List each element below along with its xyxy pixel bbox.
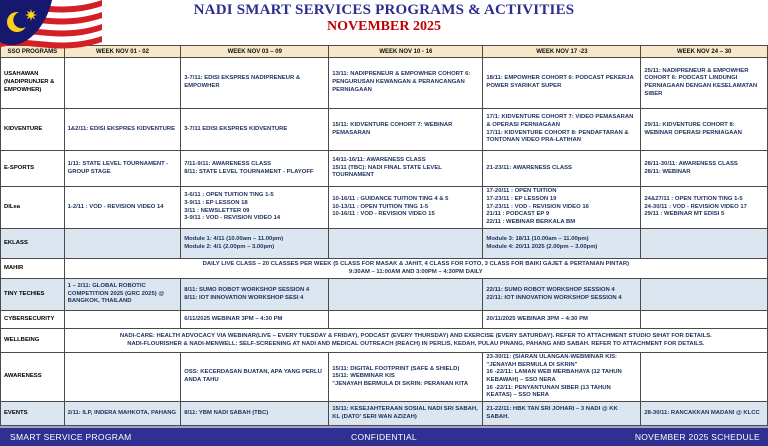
schedule-cell [181,311,329,329]
schedule-cell [483,353,641,402]
page-subtitle: NOVEMBER 2025 [327,19,441,35]
cell-line: 24-30/11 : VOD - REVISION VIDEO 17 [644,203,747,210]
table-row [1,151,768,187]
schedule-cell [64,151,181,187]
cell-line: 8/11: STATE LEVEL TOURNAMENT - PLAYOFF [184,168,314,175]
cell-line: 15/11 (TBC): NADI FINAL STATE LEVEL TOURNAMENT [332,164,442,179]
cell-line: OSS: KECERDASAN BUATAN, APA YANG PERLU ANDA TAHU [184,369,322,384]
cell-line: 21-23/11: AWARENESS CLASS [486,164,572,171]
malaysia-flag-icon [0,0,98,45]
schedule-cell [483,109,641,151]
schedule-cell [64,109,181,151]
program-label: DILea [1,187,65,229]
cell-line: 23-30/11: (SIARAN ULANGAN-WEBMINAR KIS: "JENAYAH BERMULA DI SKRIN" [486,354,617,368]
table-row [1,279,768,311]
schedule-cell [181,58,329,109]
cell-line: 3-7/11 EDISI EKSPRES KIDVENTURE [184,125,288,132]
cell-line: 3-6/11 : OPEN TUITION TING 1-5 [184,192,274,199]
schedule-cell [641,109,768,151]
table-row [1,329,768,353]
table-row [1,402,768,426]
cell-line: Module 4: 20/11 2025 (2.00pm – 3.00pm) [486,243,598,250]
cell-line: 15/11: KESEJAHTERAAN SOSIAL NADI SRI SABAH, KL (DATO' SERI WAN AZIZAH) [332,405,478,420]
program-label: E-SPORTS [1,151,65,187]
sso-programs-header: SSO PROGRAMS [1,46,65,58]
cell-line: 10-16/11 : VOD - REVISION VIDEO 15 [332,211,435,218]
schedule-cell [641,311,768,329]
schedule-cell [641,187,768,229]
schedule-cell [483,151,641,187]
cell-line: 21-22/11: HBK TAN SRI JOHARI – 3 NADI @ KK SABAH. [486,405,618,420]
schedule-cell [181,109,329,151]
cell-line: 14/11-16/11: AWARENESS CLASS [332,156,426,163]
cell-line: 17-23/11 : VOD - REVISION VIDEO 16 [486,203,589,210]
cell-line: 28-30/11: RANCAKKAN MADANI @ KLCC [644,409,760,416]
table-row [1,187,768,229]
schedule-cell [181,353,329,402]
week-header: WEEK NOV 03 – 09 [181,46,329,58]
schedule-cell [64,187,181,229]
schedule-cell [181,187,329,229]
table-row [1,311,768,329]
cell-line: 1&2/11: EDISI EKSPRES KIDVENTURE [67,125,176,132]
cell-line: 1-2/11 : VOD - REVISION VIDEO 14 [67,203,164,210]
schedule-cell [483,402,641,426]
program-label: MAHIR [1,259,65,279]
cell-line: 21/11 : PODCAST EP 9 [486,211,550,218]
cell-line: 17-23/11 : EP LESSON 19 [486,195,557,202]
schedule-cell [483,279,641,311]
cell-line: 22/11: SUMO ROBOT WORKSHOP SESSION 4 [486,286,615,293]
program-label: AWARENESS [1,353,65,402]
schedule-cell [181,279,329,311]
cell-line: 25/11: NADIPRENEUR & EMPOWHER COHORT 6: PODCAST LINDUNGI PERNIAGAAN DENGAN KESELAMATAN SIBER [644,67,758,97]
cell-line: DAILY LIVE CLASS – 20 CLASSES PER WEEK (5 CLASS FOR MASAK & JAHIT, 4 CLASS FOR FOTO, 3 CLASS FOR BAIKI GAJET & PERTANIAN PINTAR) [202,260,630,267]
schedule-cell [64,402,181,426]
cell-line: 17/11: KIDVENTURE COHORT 8: PENDAFTARAN & TONTONAN VIDEO PRA-LATIHAN [486,129,629,144]
cell-line: 7/11-9/11: AWARENESS CLASS [184,160,272,167]
cell-line: 3-7/11: EDISI EKSPRES NADIPRENEUR & EMPOWHER [184,75,301,89]
cell-line: 8/11: YBM NADI SABAH (TBC) [184,409,269,416]
cell-line: 28/11-30/11: AWARENESS CLASS [644,160,738,167]
cell-line: 1 – 2/11: GLOBAL ROBOTIC COMPETITION 2025 (GRC 2025) @ BANGKOK, THAILAND [67,282,165,305]
cell-line: 28/11: WEBINAR [644,168,691,175]
cell-line: 29/11 : WEBINAR MT EDISI 5 [644,211,725,218]
schedule-cell [181,229,329,259]
program-label: EVENTS [1,402,65,426]
program-label: EKLASS [1,229,65,259]
schedule-span-cell [64,259,767,279]
schedule-table [0,45,768,426]
schedule-cell [641,402,768,426]
schedule-cell [181,402,329,426]
schedule-cell [329,353,483,402]
schedule-cell [64,279,181,311]
week-header: WEEK NOV 24 – 30 [641,46,768,58]
schedule-cell [64,353,181,402]
cell-line: 10-16/11 : GUIDANCE TUITION TING 4 & 5 [332,195,449,202]
cell-line: 3-9/11 : VOD - REVISION VIDEO 14 [184,215,281,222]
footer-bar [0,426,768,446]
program-label: CYBERSECURITY [1,311,65,329]
program-label: KIDVENTURE [1,109,65,151]
table-row [1,58,768,109]
schedule-cell [64,229,181,259]
week-header: WEEK NOV 10 - 16 [329,46,483,58]
table-row [1,353,768,402]
week-header: WEEK NOV 01 - 02 [64,46,181,58]
schedule-cell [483,229,641,259]
week-header: WEEK NOV 17 -23 [483,46,641,58]
schedule-cell [329,279,483,311]
schedule-cell [329,58,483,109]
cell-line: 15/11: WEBMINAR KIS [332,373,395,380]
cell-line: 8/11: IOT INNOVATION WORKSHOP SESI 4 [184,294,304,301]
cell-line: 6/11/2025 WEBINAR 3PM – 4:30 PM [184,315,283,322]
table-row [1,229,768,259]
schedule-cell [483,311,641,329]
program-label: WELLBEING [1,329,65,353]
schedule-cell [641,229,768,259]
title-block [0,0,768,35]
cell-line: NADI-FLOURISHER & NADI-MENWELL: SELF-SCREENING AT NADI AND MEDICAL OUTREACH (REACH) IN PERLIS, KEDAH, PULAU PINANG, PAHANG AND SABAH. REFER TO ATTACHMENT FOR DETAILS. [127,340,705,347]
footer-center: CONFIDENTIAL [351,432,417,443]
schedule-cell [641,279,768,311]
cell-line: 2/11: ILP, INDERA MAHKOTA, PAHANG [67,409,177,416]
schedule-cell [64,311,181,329]
cell-line: 22/11 : WEBINAR BERKALA BM [486,219,576,225]
cell-line: 20/11/2025 WEBINAR 3PM – 4:30 PM [486,315,588,322]
cell-line: 9:30AM – 11:00AM AND 3:00PM – 4:30PM DAILY [348,268,483,275]
program-label: TINY TECHIES [1,279,65,311]
schedule-cell [329,151,483,187]
table-row [1,259,768,279]
cell-line: "JENAYAH BERMULA DI SKRIN: PERANAN KITA [332,380,469,387]
schedule-cell [329,311,483,329]
schedule-cell [483,187,641,229]
footer-right: NOVEMBER 2025 SCHEDULE [634,432,760,443]
cell-line: Module 1: 4/11 (10.00am – 11.00pm) [184,235,284,242]
cell-line: 15/11: KIDVENTURE COHORT 7: WEBINAR PEMASARAN [332,121,453,136]
schedule-cell [181,151,329,187]
cell-line: 17-20/11 : OPEN TUITION [486,188,557,195]
schedule-cell [641,151,768,187]
cell-line: Module 2: 4/1 (2.00pm – 3.00pm) [184,243,275,250]
cell-line: 22/11: IOT INNOVATION WORKSHOP SESSION 4 [486,294,622,301]
schedule-cell [329,402,483,426]
schedule-cell [329,229,483,259]
page-header [0,0,768,45]
cell-line: 24&27/11 : OPEN TUITION TING 1-5 [644,195,743,202]
cell-line: 17/1: KIDVENTURE COHORT 7: VIDEO PEMASARAN & OPERASI PERNIAGAAN [486,114,634,128]
schedule-cell [483,58,641,109]
cell-line: 3/11 : NEWSLETTER 09 [184,207,250,214]
schedule-cell [329,109,483,151]
cell-line: 10-13/11 : OPEN TUITION TING 1-5 [332,203,429,210]
schedule-span-cell [64,329,767,353]
schedule-cell [64,58,181,109]
table-row [1,109,768,151]
program-label: USAHAWAN (NADIPRUNJER & EMPOWHER) [1,58,65,109]
page-title: NADI SMART SERVICES PROGRAMS & ACTIVITIES [193,2,575,18]
cell-line: 1/11: STATE LEVEL TOURNAMENT - GROUP STAGE [67,160,169,175]
footer-left: SMART SERVICE PROGRAM [10,432,132,443]
cell-line: 13/11: NADIPRENEUR & EMPOWHER COHORT 6: PENGURUSAN KEWANGAN & PERANCANGAN PERNIAGAAN [332,71,471,93]
cell-line: 18/11: EMPOWHER COHORT 6: PODCAST PEKERJA POWER SYARIKAT SUPER [486,75,634,89]
cell-line: 16 -22/11: PENYANTUNAN SIBER (13 TAHUN KEATAS) – SSO NERA [486,384,611,399]
schedule-cell [641,58,768,109]
cell-line: Module 3: 18/11 (10.00am – 11.00pm) [486,235,589,242]
cell-line: NADI-CARE: HEALTH ADVOCACY VIA WEBINAR(LIVE – EVERY TUESDAY & FRIDAY), PODCAST (EVERY THURSDAY) AND EXERCISE (EVERY SATURDAY). REFER TO ATTACHMENT STUDIO SIHAT FOR DETAILS. [119,332,712,339]
schedule-cell [641,353,768,402]
table-header-row [1,46,768,58]
cell-line: 16 -22/11: LAMAN WEB MERBAHAYA (12 TAHUN KEBAWAH) – SSO NERA [486,369,622,384]
cell-line: 3-9/11 : EP LESSON 18 [184,199,248,206]
schedule-cell [329,187,483,229]
cell-line: 29/11: KIDVENTURE COHORT 8: WEBINAR OPERASI PERNIAGAAN [644,121,742,136]
cell-line: 8/11: SUMO ROBOT WORKSHOP SESSION 4 [184,286,310,293]
cell-line: 15/11: DIGITAL FOOTPRINT (SAFE & SHIELD) [332,365,460,372]
